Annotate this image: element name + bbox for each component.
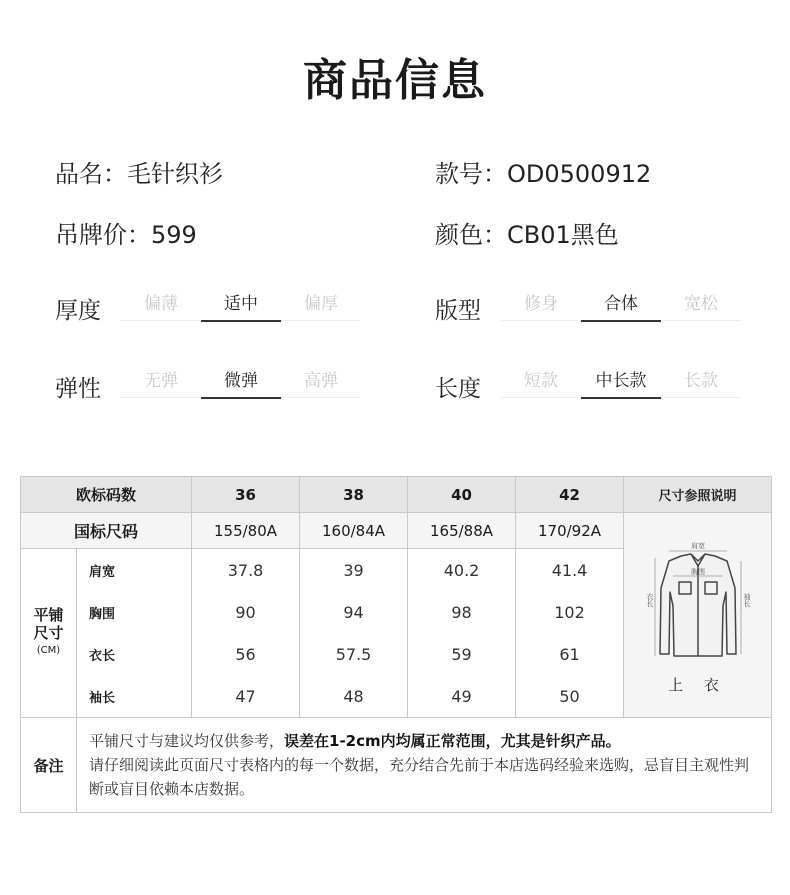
- cn-size-cell: 155/80A: [192, 513, 300, 549]
- attr-thickness-option-selected: 适中: [201, 289, 281, 322]
- note-row: [21, 718, 772, 813]
- diagram-chest-label: 胸围: [690, 567, 705, 576]
- measure-value: 102: [516, 591, 624, 633]
- eu-size-cell: 42: [516, 477, 624, 513]
- flat-size-label-2: 尺寸: [33, 624, 64, 642]
- measure-value: 61: [516, 633, 624, 675]
- note-label: 备注: [21, 718, 77, 813]
- measure-name: 衣长: [89, 648, 116, 664]
- attr-fit-option: 修身: [501, 289, 581, 321]
- measure-value: 57.5: [300, 633, 408, 675]
- measure-name: 肩宽: [89, 564, 116, 580]
- measure-value: 59: [408, 633, 516, 675]
- attr-elasticity-option-selected: 微弹: [201, 366, 281, 399]
- attr-thickness-option: 偏厚: [281, 289, 361, 321]
- measure-value: 40.2: [408, 549, 516, 592]
- flat-size-unit: (CM): [36, 645, 61, 656]
- shirt-diagram-icon: [643, 536, 753, 666]
- note-text: [77, 718, 772, 813]
- measure-value: 49: [408, 675, 516, 718]
- diagram-sleeve-label: 袖长: [742, 592, 751, 607]
- measure-value: 94: [300, 591, 408, 633]
- page-title: 商品信息: [303, 55, 487, 106]
- note-plain-2: 请仔细阅读此页面尺寸表格内的每一个数据，充分结合先前于本店选码经验来选购，忌盲目主观性判断或盲目依赖本店数据。: [89, 756, 750, 798]
- product-color-value: CB01黑色: [507, 221, 619, 249]
- product-color: [435, 215, 619, 250]
- product-color-label: 颜色：: [435, 221, 507, 249]
- attr-length-option: 长款: [661, 366, 741, 398]
- measure-value: 90: [192, 591, 300, 633]
- product-name: [55, 154, 223, 189]
- measure-name: 袖长: [89, 690, 116, 706]
- product-price-label: 吊牌价：: [55, 221, 151, 249]
- flat-size-group-label: [21, 549, 77, 718]
- product-code-label: 款号：: [435, 160, 507, 188]
- eu-size-cell: 40: [408, 477, 516, 513]
- cn-size-header: 国标尺码: [21, 513, 192, 549]
- measure-value: 56: [192, 633, 300, 675]
- attr-elasticity-label: 弹性: [55, 376, 101, 402]
- diagram-caption: 上 衣: [668, 675, 727, 694]
- size-reference-header: 尺寸参照说明: [624, 477, 772, 513]
- note-plain-1: 平铺尺寸与建议均仅供参考，: [89, 732, 285, 750]
- measure-name: 胸围: [89, 606, 116, 622]
- attr-fit-option: 宽松: [661, 289, 741, 321]
- attr-elasticity-option: 高弹: [281, 366, 361, 398]
- attr-fit-option-selected: 合体: [581, 289, 661, 322]
- attr-thickness-option: 偏薄: [121, 289, 201, 321]
- flat-size-label-1: 平铺: [33, 606, 64, 624]
- garment-diagram-cell: [624, 513, 772, 718]
- product-price: [55, 215, 197, 250]
- product-code-value: OD0500912: [507, 160, 652, 188]
- product-code: [435, 154, 651, 189]
- measure-value: 48: [300, 675, 408, 718]
- attr-length-option: 短款: [501, 366, 581, 398]
- measure-value: 47: [192, 675, 300, 718]
- product-name-value: 毛针织衫: [127, 160, 223, 188]
- eu-size-cell: 36: [192, 477, 300, 513]
- diagram-shoulder-label: 肩宽: [690, 541, 705, 550]
- attr-elasticity-option: 无弹: [121, 366, 201, 398]
- measure-value: 37.8: [192, 549, 300, 592]
- cn-size-cell: 170/92A: [516, 513, 624, 549]
- eu-size-header: 欧标码数: [21, 477, 192, 513]
- measure-value: 41.4: [516, 549, 624, 592]
- cn-size-header-row: [21, 513, 772, 549]
- note-bold: 误差在1-2cm内均属正常范围，尤其是针织产品。: [284, 732, 621, 750]
- attr-fit-label: 版型: [435, 298, 481, 324]
- measure-value: 98: [408, 591, 516, 633]
- measure-value: 39: [300, 549, 408, 592]
- attr-length-label: 长度: [435, 376, 481, 402]
- eu-size-header-row: [21, 477, 772, 513]
- size-table: [20, 476, 772, 813]
- product-price-value: 599: [151, 221, 197, 249]
- cn-size-cell: 160/84A: [300, 513, 408, 549]
- attr-thickness-label: 厚度: [55, 298, 101, 324]
- eu-size-cell: 38: [300, 477, 408, 513]
- diagram-length-label: 衣长: [645, 592, 654, 607]
- attr-length-option-selected: 中长款: [581, 366, 661, 399]
- cn-size-cell: 165/88A: [408, 513, 516, 549]
- measure-value: 50: [516, 675, 624, 718]
- product-name-label: 品名：: [55, 160, 127, 188]
